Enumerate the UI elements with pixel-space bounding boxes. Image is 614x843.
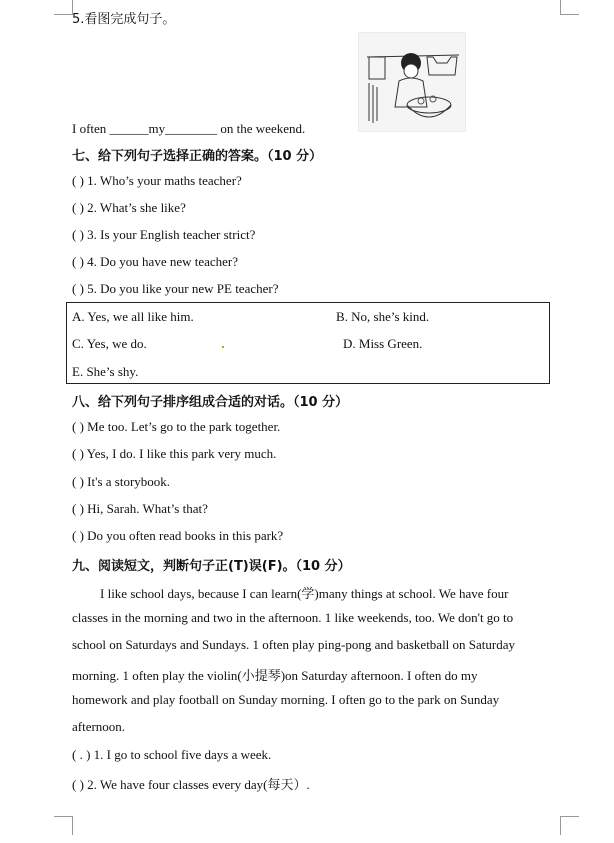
corner-mark-bottom-right: [560, 816, 579, 835]
true-false-statement-2: ( ) 2. We have four classes every day(每天）.: [72, 777, 310, 792]
section8-heading: 八、给下列句子排序组成合适的对话。（10 分）: [72, 395, 349, 410]
washing-clothes-illustration: [358, 32, 466, 132]
dialogue-line-2: ( ) Yes, I do. I like this park very much.: [72, 446, 277, 461]
dialogue-line-5: ( ) Do you often read books in this park?: [72, 528, 284, 543]
passage-line-2: classes in the morning and two in the afternoon. 1 like weekends, too. We don't go to: [72, 610, 514, 625]
true-false-statement-1: ( . ) 1. I go to school five days a week.: [72, 747, 272, 762]
option-e: E. She’s shy.: [72, 364, 139, 379]
option-a: A. Yes, we all like him.: [72, 309, 194, 324]
corner-mark-top-right: [560, 0, 579, 15]
option-c: C. Yes, we do.: [72, 336, 147, 351]
passage-line-1: I like school days, because I can learn(学)many things at school. We have four: [100, 586, 509, 601]
option-b: B. No, she’s kind.: [336, 309, 430, 324]
option-d: D. Miss Green.: [343, 336, 423, 351]
dialogue-line-3: ( ) It's a storybook.: [72, 474, 171, 489]
corner-mark-bottom-left: [54, 816, 73, 835]
section7-question-3: ( ) 3. Is your English teacher strict?: [72, 227, 256, 242]
section9-heading: 九、阅读短文，判断句子正(T)误(F)。（10 分）: [72, 559, 351, 574]
section7-heading: 七、给下列句子选择正确的答案。（10 分）: [72, 149, 323, 164]
dialogue-line-4: ( ) Hi, Sarah. What’s that?: [72, 501, 208, 516]
section5-fill-sentence: I often ______my________ on the weekend.: [72, 121, 306, 136]
stray-mark: [222, 346, 224, 348]
passage-line-5: homework and play football on Sunday morning. I often go to the park on Sunday: [72, 692, 500, 707]
section7-question-2: ( ) 2. What’s she like?: [72, 200, 186, 215]
corner-mark-top-left: [54, 0, 73, 15]
passage-line-4: morning. 1 often play the violin(小提琴)on Saturday afternoon. I often do my: [72, 668, 478, 683]
dialogue-line-1: ( ) Me too. Let’s go to the park together.: [72, 419, 281, 434]
section7-question-4: ( ) 4. Do you have new teacher?: [72, 254, 239, 269]
section5-title: 5.看图完成句子。: [72, 12, 176, 27]
section7-question-1: ( ) 1. Who’s your maths teacher?: [72, 173, 242, 188]
passage-line-3: school on Saturdays and Sundays. 1 often play ping-pong and basketball on Saturday: [72, 637, 516, 652]
section7-question-5: ( ) 5. Do you like your new PE teacher?: [72, 281, 279, 296]
passage-line-6: afternoon.: [72, 719, 126, 734]
